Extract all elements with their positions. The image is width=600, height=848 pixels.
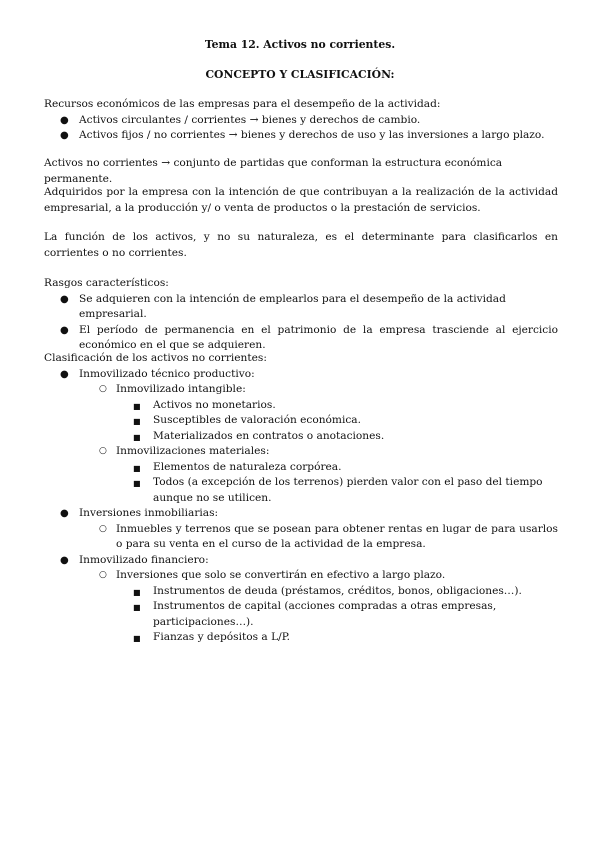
bullet-disc-icon: ● (60, 508, 69, 519)
list-item: ■ Instrumentos de capital (acciones compradas a otras empresas, participaciones…). (133, 600, 497, 628)
list-item: ● El período de permanencia en el patrimonio de la empresa trasciende al ejercicio económico en el que se adquieren. (60, 323, 558, 351)
classification-section (44, 351, 558, 646)
bullet-disc-icon: ● (60, 554, 69, 566)
list-item: ■ Susceptibles de valoración económica. (44, 413, 558, 429)
list-item: ● Inmovilizado financiero: (44, 553, 558, 569)
bullet-square-icon: ■ (133, 463, 141, 473)
bullet-disc-icon: ● (60, 368, 69, 380)
bullet-square-icon: ■ (133, 401, 141, 411)
list-item: ● Activos fijos / no corrientes → bienes y derechos de uso y las inversiones a largo plazo. (44, 128, 558, 144)
intro-lead: Recursos económicos de las empresas para el desempeño de la actividad: (44, 98, 441, 110)
bullet-square-icon: ■ (133, 432, 141, 442)
bullet-disc-icon: ● (60, 324, 69, 336)
bullet-square-icon: ■ (133, 479, 141, 488)
list-item: ● Inversiones inmobiliarias: (44, 506, 558, 522)
list-item: ■ Instrumentos de deuda (préstamos, créditos, bonos, obligaciones…). (44, 584, 558, 600)
bullet-square-icon: ■ (133, 417, 141, 426)
list-item: ● Activos circulantes / corrientes → bienes y derechos de cambio. (44, 113, 558, 129)
bullet-circle-icon: ○ (99, 384, 107, 394)
function-paragraph: La función de los activos, y no su naturaleza, es el determinante para clasificarlos en corrientes o no corrientes. (44, 231, 558, 259)
list-item: ■ Elementos de naturaleza corpórea. (44, 460, 558, 476)
list-item: ● Inmovilizado técnico productivo: (44, 367, 558, 383)
traits-list (44, 292, 558, 354)
bullet-disc-icon: ● (60, 293, 69, 305)
bullet-circle-icon: ○ (99, 446, 107, 456)
intro-section (44, 97, 558, 144)
section-heading: CONCEPTO Y CLASIFICACIÓN: (205, 68, 395, 81)
bullet-circle-icon: ○ (99, 523, 107, 534)
intro-list (44, 113, 558, 144)
list-item: ■ Activos no monetarios. (44, 398, 558, 414)
document-title: Tema 12. Activos no corrientes. (204, 38, 396, 51)
bullet-square-icon: ■ (133, 587, 141, 597)
list-item: ● Se adquieren con la intención de emplearlos para el desempeño de la actividad empresarial. (60, 292, 506, 320)
list-item: ○ Inmovilizado intangible: (44, 382, 558, 398)
list-item: ■ Fianzas y depósitos a L/P. (44, 630, 558, 646)
list-item: ■ Todos (a excepción de los terrenos) pierden valor con el paso del tiempo aunque no se utilicen. (133, 476, 543, 504)
list-item: ■ Materializados en contratos o anotaciones. (44, 429, 558, 445)
traits-section (44, 276, 558, 354)
bullet-circle-icon: ○ (99, 570, 107, 580)
acquired-paragraph: Adquiridos por la empresa con la intención de que contribuyan a la realización de la actividad empresarial, a la producción y/ o venta de productos o la prestación de servicios. (44, 186, 558, 214)
bullet-square-icon: ■ (133, 603, 141, 612)
classification-lead: Clasificación de los activos no corrientes: (44, 352, 267, 364)
bullet-disc-icon: ● (60, 130, 69, 141)
list-item: ○ Inmuebles y terrenos que se posean para obtener rentas en lugar de para usarlos o para su venta en el curso de la actividad de la empresa. (99, 522, 558, 550)
bullet-square-icon: ■ (133, 634, 141, 643)
classification-list (44, 367, 558, 646)
bullet-disc-icon: ● (60, 114, 69, 126)
list-item: ○ Inmovilizaciones materiales: (44, 444, 558, 460)
definition-paragraph: Activos no corrientes → conjunto de partidas que conforman la estructura económica permanente. (44, 157, 503, 185)
traits-lead: Rasgos característicos: (44, 277, 169, 289)
list-item: ○ Inversiones que solo se convertirán en efectivo a largo plazo. (44, 568, 558, 584)
